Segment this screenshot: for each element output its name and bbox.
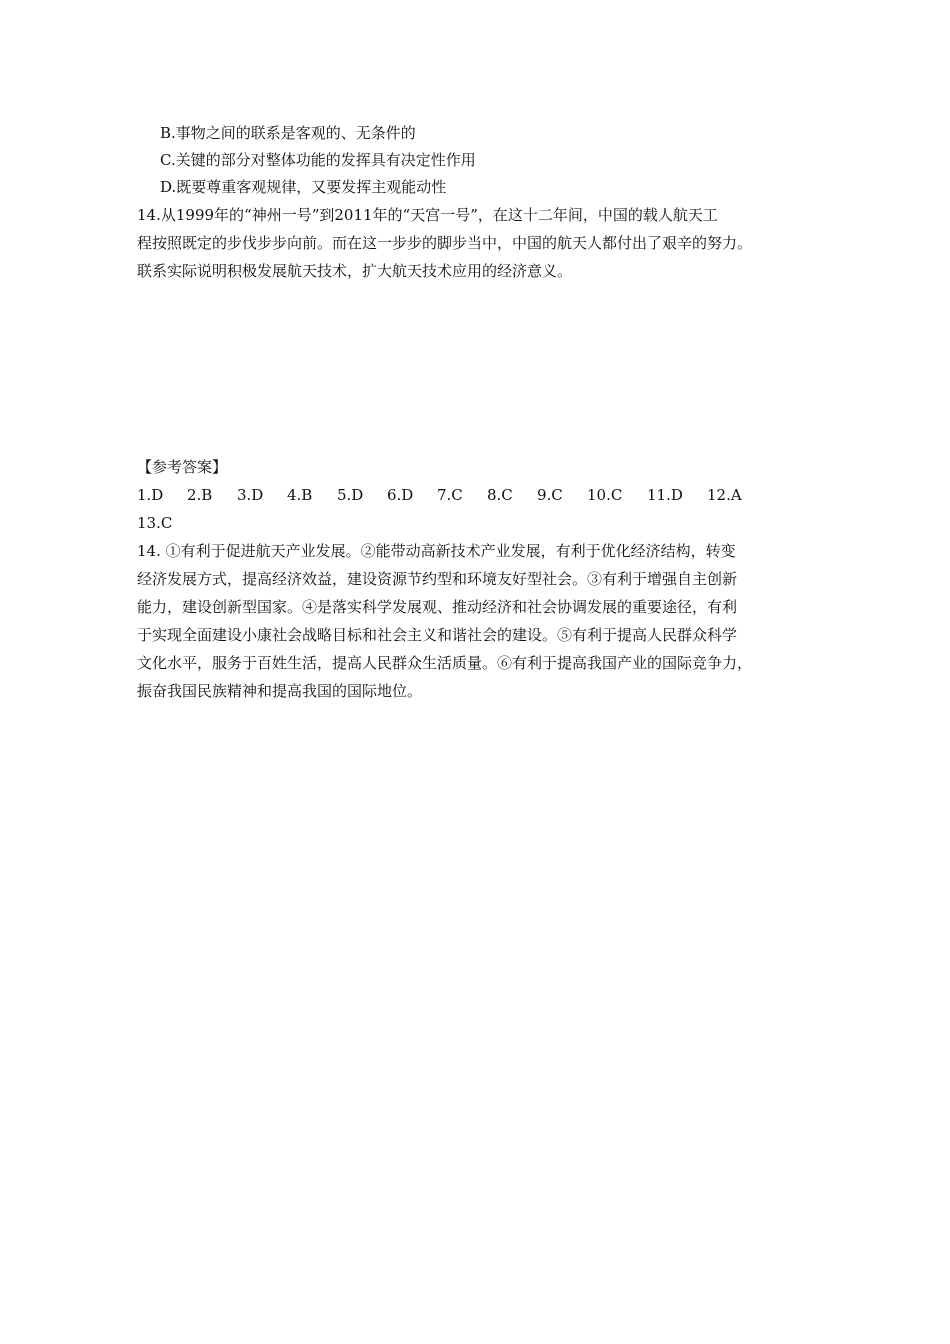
answer-item: 10.C: [587, 486, 623, 504]
answer-item: 12.A: [707, 486, 742, 504]
option-b: B.事物之间的联系是客观的、无条件的: [160, 124, 416, 142]
answer-item: 3.D: [237, 486, 264, 504]
answer-14-line-4: 于实现全面建设小康社会战略目标和社会主义和谐社会的建设。⑤有利于提高人民群众科学: [137, 626, 738, 644]
answer-item: 6.D: [387, 486, 414, 504]
answer-item: 11.D: [647, 486, 683, 504]
answer-heading: 【参考答案】: [137, 458, 228, 476]
option-d: D.既要尊重客观规律，又要发挥主观能动性: [160, 178, 447, 196]
answer-item: 7.C: [437, 486, 463, 504]
answer-14-line-6: 振奋我国民族精神和提高我国的国际地位。: [137, 682, 423, 700]
answer-item: 9.C: [537, 486, 563, 504]
answer-14-line-1: 14. ①有利于促进航天产业发展。②能带动高新技术产业发展，有利于优化经济结构，转变: [137, 542, 736, 560]
question-14-line-1: 14.从1999年的“神州一号”到2011年的“天宫一号”，在这十二年间，中国的载人航天工: [137, 206, 718, 224]
answer-14-line-2: 经济发展方式，提高经济效益，建设资源节约型和环境友好型社会。③有利于增强自主创新: [137, 570, 738, 588]
answer-item: 2.B: [187, 486, 213, 504]
option-c: C.关键的部分对整体功能的发挥具有决定性作用: [160, 151, 476, 169]
answer-14-line-3: 能力，建设创新型国家。④是落实科学发展观、推动经济和社会协调发展的重要途径，有利: [137, 598, 738, 616]
question-14-line-2: 程按照既定的步伐步步向前。而在这一步步的脚步当中，中国的航天人都付出了艰辛的努力。: [137, 234, 753, 252]
answer-item: 13.C: [137, 514, 173, 532]
answers-row: [137, 485, 777, 505]
answer-item: 1.D: [137, 486, 164, 504]
question-14-line-3: 联系实际说明积极发展航天技术，扩大航天技术应用的经济意义。: [137, 262, 573, 280]
answer-item: 4.B: [287, 486, 313, 504]
answer-item: 8.C: [487, 486, 513, 504]
answer-14-line-5: 文化水平，服务于百姓生活，提高人民群众生活质量。⑥有利于提高我国产业的国际竞争力，: [137, 654, 753, 672]
answer-item: 5.D: [337, 486, 364, 504]
